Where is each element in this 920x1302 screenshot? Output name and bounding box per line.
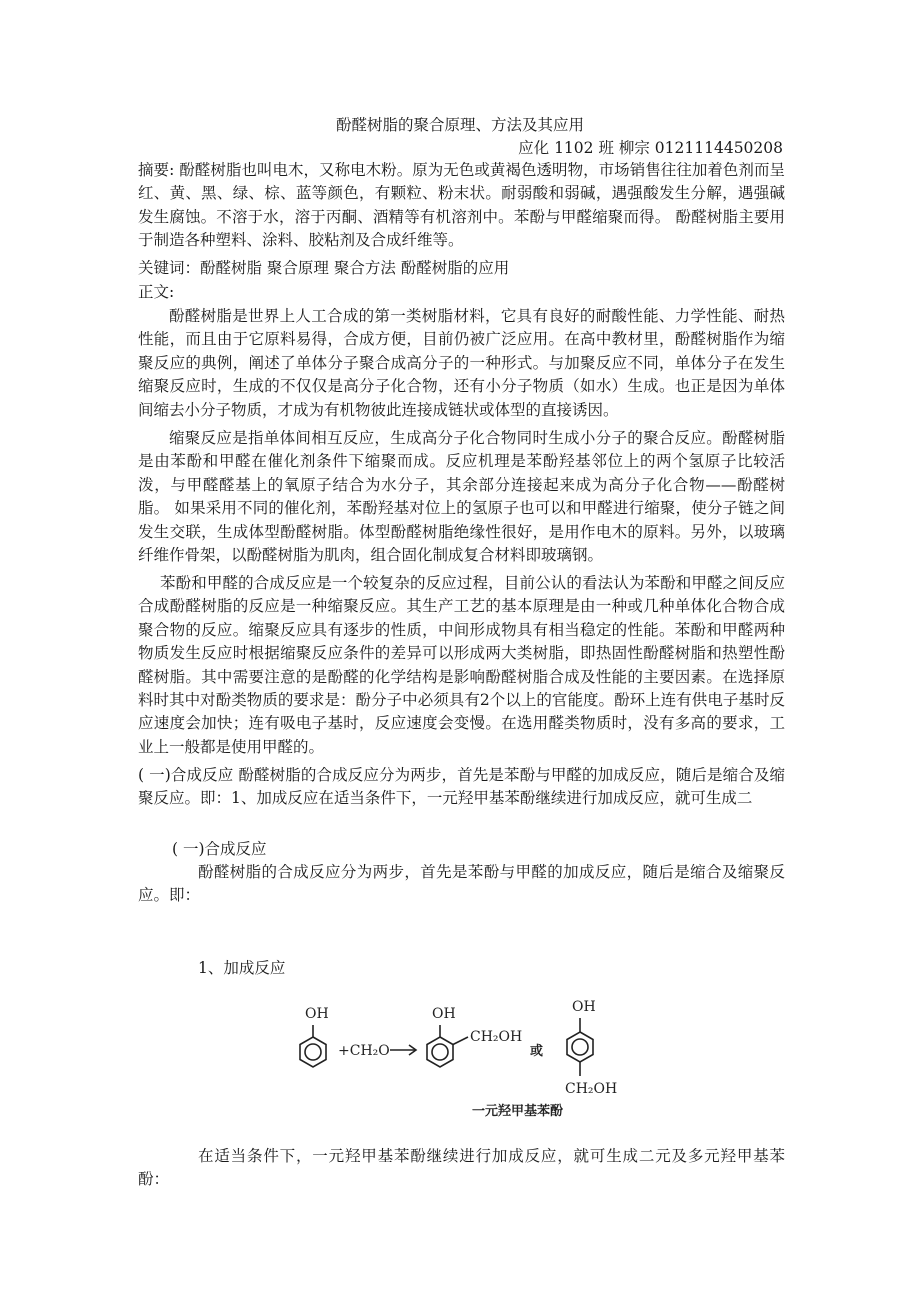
section-heading: ( 一)合成反应 <box>172 840 267 858</box>
ch2oh-label-para: CH₂OH <box>565 1081 618 1097</box>
phenol-ring <box>300 1037 326 1067</box>
ortho-product-ring <box>427 1037 453 1067</box>
paper-title: 酚醛树脂的聚合原理、方法及其应用 <box>335 116 584 134</box>
para-product-ring <box>567 1032 593 1062</box>
abstract: 摘要: 酚醛树脂也叫电木，又称电木粉。原为无色或黄褐色透明物，市场销售往往加着色剂而呈红、黄、黑、绿、棕、蓝等颜色，有颗粒、粉末状。耐弱酸和弱碱，遇强酸发生分解，遇强碱发生腐蚀。不溶于水，溶于丙酮、酒精等有机溶剂中。苯酚与甲醛缩聚而得。 酚醛树脂主要用于制造各种塑料、涂料、胶粘剂及合成纤维等。 <box>138 161 785 250</box>
oh-label-phenol: OH <box>305 1006 329 1022</box>
reaction-caption: 一元羟甲基苯酚 <box>472 1104 564 1119</box>
paragraph-5: 酚醛树脂的合成反应分为两步，首先是苯酚与甲醛的加成反应，随后是缩合及缩聚反应。即： <box>138 863 785 905</box>
paragraph-2: 缩聚反应是指单体间相互反应，生成高分子化合物同时生成小分子的聚合反应。酚醛树脂是由苯酚和甲醛在催化剂条件下缩聚而成。反应机理是苯酚羟基邻位上的两个氢原子比较活泼，与甲醛醛基上的氧原子结合为水分子，其余部分连接起来成为高分子化合物——酚醛树脂。 如果采用不同的催化剂，苯酚羟基对位上的氢原子也可以和甲醛进行缩聚，使分子链之间发生交联，生成体型酚醛树脂。体型酚醛树脂绝缘性很好，是用作电木的原料。另外，以玻璃纤维作骨架，以酚醛树脂为肌肉，组合固化制成复合材料即玻璃钢。 <box>138 429 785 565</box>
keywords: 关键词：酚醛树脂 聚合原理 聚合方法 酚醛树脂的应用 <box>138 259 510 277</box>
addition-reaction-diagram <box>280 992 640 1122</box>
paragraph-6: 在适当条件下，一元羟甲基苯酚继续进行加成反应，就可生成二元及多元羟甲基苯酚： <box>138 1147 785 1189</box>
formaldehyde-label: +CH₂O <box>338 1043 390 1059</box>
or-label: 或 <box>530 1044 544 1059</box>
oh-label-ortho: OH <box>432 1006 456 1022</box>
sub-heading: 1、加成反应 <box>198 959 286 977</box>
paragraph-1: 酚醛树脂是世界上人工合成的第一类树脂材料，它具有良好的耐酸性能、力学性能、耐热性能，而且由于它原料易得，合成方便，目前仍被广泛应用。在高中教材里，酚醛树脂作为缩聚反应的典例，阐述了单体分子聚合成高分子的一种形式。与加聚反应不同，单体分子在发生缩聚反应时，生成的不仅仅是高分子化合物，还有小分子物质（如水）生成。也正是因为单体间缩去小分子物质，才成为有机物彼此连接成链状或体型的直接诱因。 <box>138 307 785 419</box>
oh-label-para: OH <box>572 999 596 1015</box>
author-line: 应化 1102 班 柳宗 0121114450208 <box>518 139 783 157</box>
paragraph-3: 苯酚和甲醛的合成反应是一个较复杂的反应过程，目前公认的看法认为苯酚和甲醛之间反应合成酚醛树脂的反应是一种缩聚反应。其生产工艺的基本原理是由一种或几种单体化合物合成聚合物的反应。缩聚反应具有逐步的性质，中间形成物具有相当稳定的性能。苯酚和甲醛两种物质发生反应时根据缩聚反应条件的差异可以形成两大类树脂，即热固性酚醛树脂和热塑性酚醛树脂。其中需要注意的是酚醛的化学结构是影响酚醛树脂合成及性能的主要因素。在选择原料时其中对酚类物质的要求是：酚分子中必须具有2个以上的官能度。酚环上连有供电子基时反应速度会加快；连有吸电子基时，反应速度会变慢。在选用醛类物质时，没有多高的要求，工业上一般都是使用甲醛的。 <box>138 574 785 756</box>
paragraph-4: ( 一)合成反应 酚醛树脂的合成反应分为两步，首先是苯酚与甲醛的加成反应，随后是缩合及缩聚反应。即：1、加成反应在适当条件下，一元羟甲基苯酚继续进行加成反应，就可生成二 <box>138 766 785 808</box>
body-label: 正文: <box>138 283 175 301</box>
ch2oh-label-ortho: CH₂OH <box>470 1029 523 1045</box>
